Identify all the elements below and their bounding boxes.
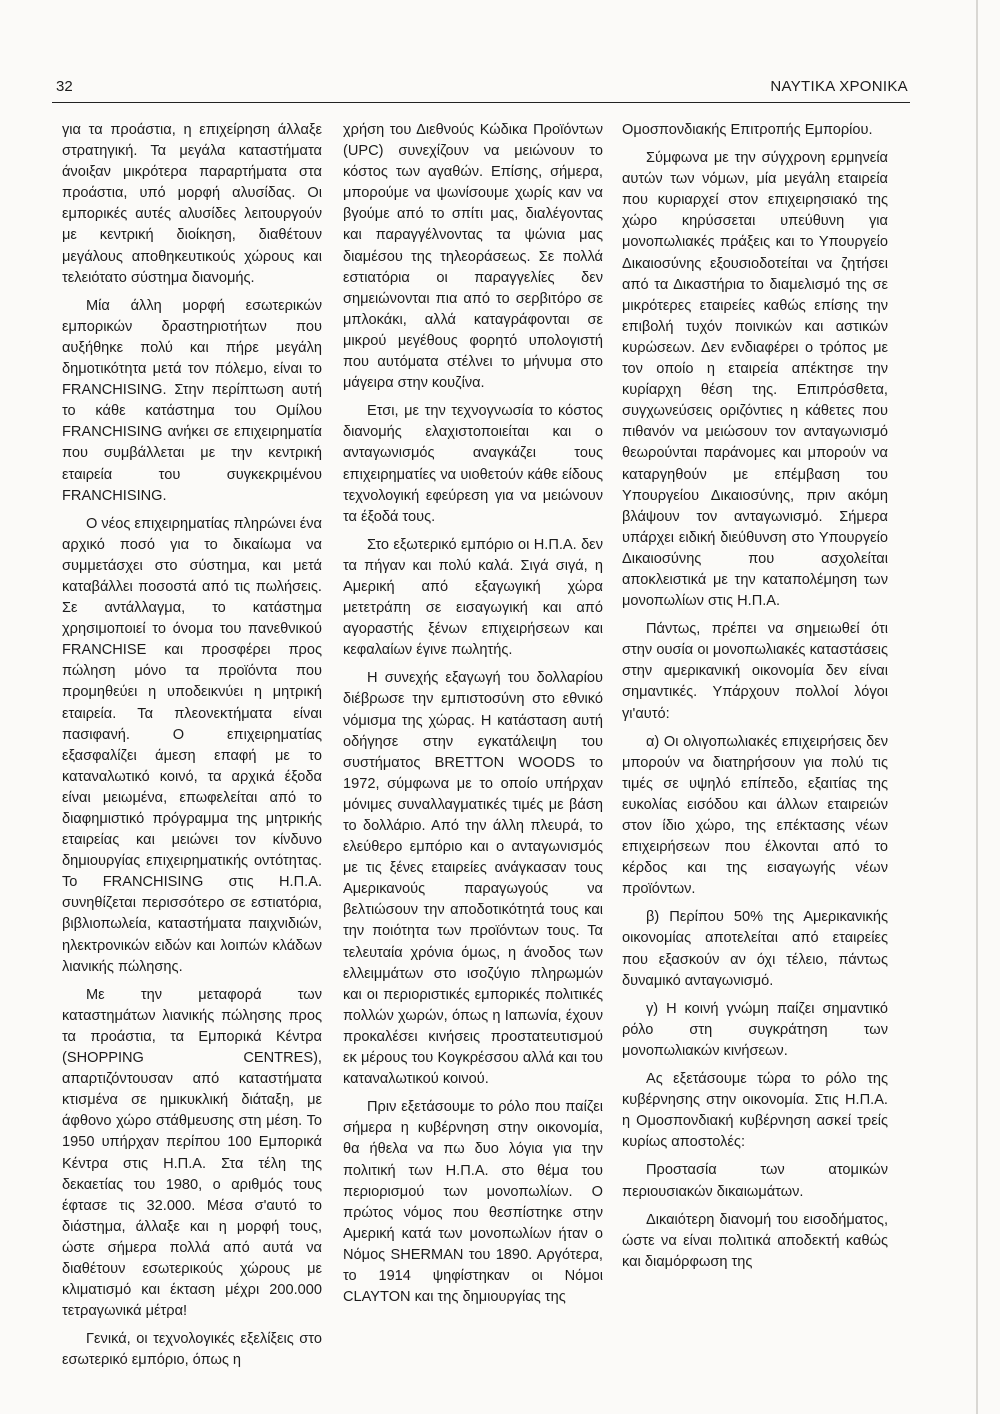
paragraph: Ομοσπονδιακής Επιτροπής Εμπορίου.	[622, 122, 873, 138]
paragraph: β) Περίπου 50% της Αμερικανικής οικονομίας αποτελείται από εταιρείες που εξασκούν αν όχι τέλειο, πάντως δυναμικό ανταγωνισμό.	[622, 909, 888, 989]
paragraph: Ετσι, με την τεχνογνωσία το κόστος διανομής ελαχιστοποιείται και ο ανταγωνισμός αναγκάζει τους επιχειρηματίες να υιοθετούν κάθε είδους τεχνολογική εφεύρεση για να μειώνουν τα έξοδά τους.	[343, 403, 603, 525]
paragraph: Σύμφωνα με την σύγχρονη ερμηνεία αυτών των νόμων, μία μεγάλη εταιρεία που κυριαρχεί στον επιχειρησιακό της χώρο κηρύσσεται υπεύθυνη για μονοπωλιακές πράξεις και το Υπουργείο Δικαιοσύνης εξουσιοδοτείται να ζητήσει από τα Δικαστήρια το διαμελισμό της σε μικρότερες εταιρείες καθώς επίσης την επιβολή τυχόν ποινικών και αστικών κυρώσεων. Δεν ενδιαφέρει ο τρόπος με τον οποίο η εταιρεία απέκτησε την κυρίαρχη θέση της. Επιπρόσθετα, συγχωνεύσεις οριζόντιες η κάθετες που πιθανόν να μειώσουν τον ανταγωνισμό θεωρούνται παράνομες και μπορούν να καταργηθούν με επέμβαση του Υπουργείου Δικαιοσύνης, πριν ακόμη βλάψουν τον ανταγωνισμό. Σήμερα υπάρχει ειδική διεύθυνση στο Υπουργείο Δικαιοσύνης που ασχολείται αποκλειστικά με την καταπολέμηση των μονοπωλίων στις Η.Π.Α.	[622, 150, 888, 610]
page-edge	[976, 0, 978, 1414]
paragraph: Πάντως, πρέπει να σημειωθεί ότι στην ουσία οι μονοπωλιακές καταστάσεις στην αμερικανική οικονομία δεν είναι σημαντικές. Υπάρχουν πολλοί λόγοι γι'αυτό:	[622, 621, 888, 722]
paragraph: χρήση του Διεθνούς Κώδικα Προϊόντων (UPC) συνεχίζουν να μειώνουν το κόστος των αγαθών. Επίσης, σήμερα, μπορούμε να ψωνίσουμε χωρίς καν να βγούμε από το σπίτι μας, διαλέγοντας και παραγγέλνοντας τα ψώνια μας διαμέσου της τηλεοράσεως. Σε πολλά εστιατόρια οι παραγγελίες δεν σημειώνονται πια από το σερβιτόρο σε μπλοκάκι, αλλά καταγράφονται σε μικρού μεγέθους φορητό υπολογιστή που αυτόματα στέλνει το μήνυμα στο μάγειρα στην κουζίνα.	[343, 122, 603, 392]
page-number: 32	[56, 78, 73, 95]
paragraph: Προστασία των ατομικών περιουσιακών δικαιωμάτων.	[622, 1162, 888, 1200]
paragraph: Πριν εξετάσουμε το ρόλο που παίζει σήμερα η κυβέρνηση στην οικονομία, θα ήθελα να πω δυο λόγια για την πολιτική των Η.Π.Α. στο θέμα του περιορισμού των μονοπωλίων. Ο πρώτος νόμος που θεσπίστηκε στην Αμερική κατά των μονοπωλίων ήταν ο Νόμος SHERMAN του 1890. Αργότερα, το 1914 ψηφίστηκαν οι Νόμοι CLAYTON και της δημιουργίας της	[343, 1099, 603, 1306]
paragraph: Ο νέος επιχειρηματίας πληρώνει ένα αρχικό ποσό για το δικαίωμα να συμμετάσχει στο σύστημα, και μετά καταβάλλει ποσοστά από τις πωλήσεις. Σε αντάλλαγμα, το κατάστημα χρησιμοποιεί το όνομα του πανεθνικού FRANCHISE και προσφέρει προς πώληση μόνο τα προϊόντα που προμηθεύει η υποδεικνύει η μητρική εταιρεία. Τα πλεονεκτήματα είναι πασιφανή. Ο επιχειρηματίας εξασφαλίζει άμεση επαφή με το καταναλωτικό κοινό, τα αρχικά έξοδα είναι μειωμένα, επωφελείται από το διαφημιστικό πρόγραμμα της μητρικής εταιρείας και μειώνει τον κίνδυνο δημιουργίας επιχειρηματικής οντότητας. Το FRANCHISING στις Η.Π.Α. συνηθίζεται περισσότερο σε εστιατόρια, βιβλιοπωλεία, καταστήματα παιχνιδιών, ηλεκτρονικών ειδών και λοιπών κλάδων λιανικής πώλησης.	[62, 515, 322, 975]
text-column-3	[622, 120, 888, 1280]
paragraph: Η συνεχής εξαγωγή του δολλαρίου διέβρωσε την εμπιστοσύνη στο εθνικό νόμισμα της χώρας. Η κατάσταση αυτή οδήγησε στην εγκατάλειψη του συστήματος BRETTON WOODS το 1972, σύμφωνα με το οποίο υπήρχαν μόνιμες συναλλαγματικές τιμές με βάση το δολλάριο. Από την άλλη πλευρά, το ελεύθερο εμπόριο και ο ανταγωνισμός με τις ξένες εταιρείες ανάγκασαν τους Αμερικανούς παραγωγούς να βελτιώσουν την αποδοτικότητά τους και την ποιότητα των προϊόντων τους. Τα τελευταία χρόνια όμως, η άνοδος των ελλειμμάτων στο ισοζύγιο πληρωμών και οι περιοριστικές εμπορικές πολιτικές πολλών χωρών, όπως η Ιαπωνία, έχουν προκαλέσει κινήσεις προστατευτισμού εκ μέρους του Κογκρέσσου αλλά και του καταναλωτικού κοινού.	[343, 670, 603, 1088]
paragraph: Στο εξωτερικό εμπόριο οι Η.Π.Α. δεν τα πήγαν και πολύ καλά. Σιγά σιγά, η Αμερική από εξαγωγική χώρα μετετράπη σε εισαγωγική και από αγοραστής ξένων επιχειρήσεων και κεφαλαίων έγινε πωλητής.	[343, 536, 603, 659]
paragraph: γ) Η κοινή γνώμη παίζει σημαντικό ρόλο στη συγκράτηση των μονοπωλιακών κινήσεων.	[622, 1000, 888, 1059]
paragraph: α) Οι ολιγοπωλιακές επιχειρήσεις δεν μπορούν να διατηρήσουν για πολύ τις τιμές σε υψηλό επίπεδο, εξαιτίας της ευκολίας εισόδου και άλλων εταιρειών στον ίδιο χώρο, της επέκτασης νέων επιχειρήσεων που έλκονται από το κέρδος και της εισαγωγής νέων προϊόντων.	[622, 733, 888, 898]
text-column-2	[343, 120, 603, 1315]
magazine-title: ΝΑΥΤΙΚΑ ΧΡΟΝΙΚΑ	[770, 78, 908, 95]
text-column-1	[62, 120, 322, 1378]
paragraph: Με την μεταφορά των καταστημάτων λιανικής πώλησης προς τα προάστια, τα Εμπορικά Κέντρα (SHOPPING CENTRES), απαρτιζόντουσαν από καταστήματα κτισμένα σε ημικυκλική διάταξη, με άφθονο χώρο στάθμευσης στη μέση. Το 1950 υπήρχαν περίπου 100 Εμπορικά Κέντρα στις Η.Π.Α. Στα τέλη της δεκαετίας του 1980, ο αριθμός τους έφτασε τις 32.000. Μέσα σ'αυτό το διάστημα, άλλαξε και η μορφή τους, ώστε σήμερα πολλά από αυτά να διαθέτουν εσωτερικούς χώρους με κλιματισμό και έκταση μέχρι 200.000 τετραγωνικά μέτρα!	[62, 986, 322, 1320]
paragraph: Μία άλλη μορφή εσωτερικών εμπορικών δραστηριοτήτων που αυξήθηκε πολύ και πήρε μεγάλη δημοτικότητα μετά τον πόλεμο, είναι το FRANCHISING. Στην περίπτωση αυτή το κάθε κατάστημα του Ομίλου FRANCHISING ανήκει σε επιχειρηματία που συμβάλλεται με την κεντρική εταιρεία του συγκεκριμένου FRANCHISING.	[62, 297, 322, 504]
paragraph: Ας εξετάσουμε τώρα το ρόλο της κυβέρνησης στην οικονομία. Στις Η.Π.Α. η Ομοσπονδιακή κυβέρνηση ασκεί τρείς κυρίως αποστολές:	[622, 1071, 888, 1151]
paragraph: Δικαιότερη διανομή του εισοδήματος, ώστε να είναι πολιτικά αποδεκτή καθώς και διαμόρφωση της	[622, 1211, 888, 1270]
paragraph: Γενικά, οι τεχνολογικές εξελίξεις στο εσωτερικό εμπόριο, όπως η	[62, 1331, 322, 1369]
running-header	[52, 76, 910, 103]
paragraph: για τα προάστια, η επιχείρηση άλλαξε στρατηγική. Τα μεγάλα καταστήματα άνοιξαν μικρότερα παραρτήματα στα προάστια, υπό μορφή αλυσίδας. Οι εμπορικές αυτές αλυσίδες λειτουργούν με κεντρική διοίκηση, διαθέτουν μεγάλους αποθηκευτικούς χώρους και τελειότατο σύστημα διανομής.	[62, 122, 322, 286]
